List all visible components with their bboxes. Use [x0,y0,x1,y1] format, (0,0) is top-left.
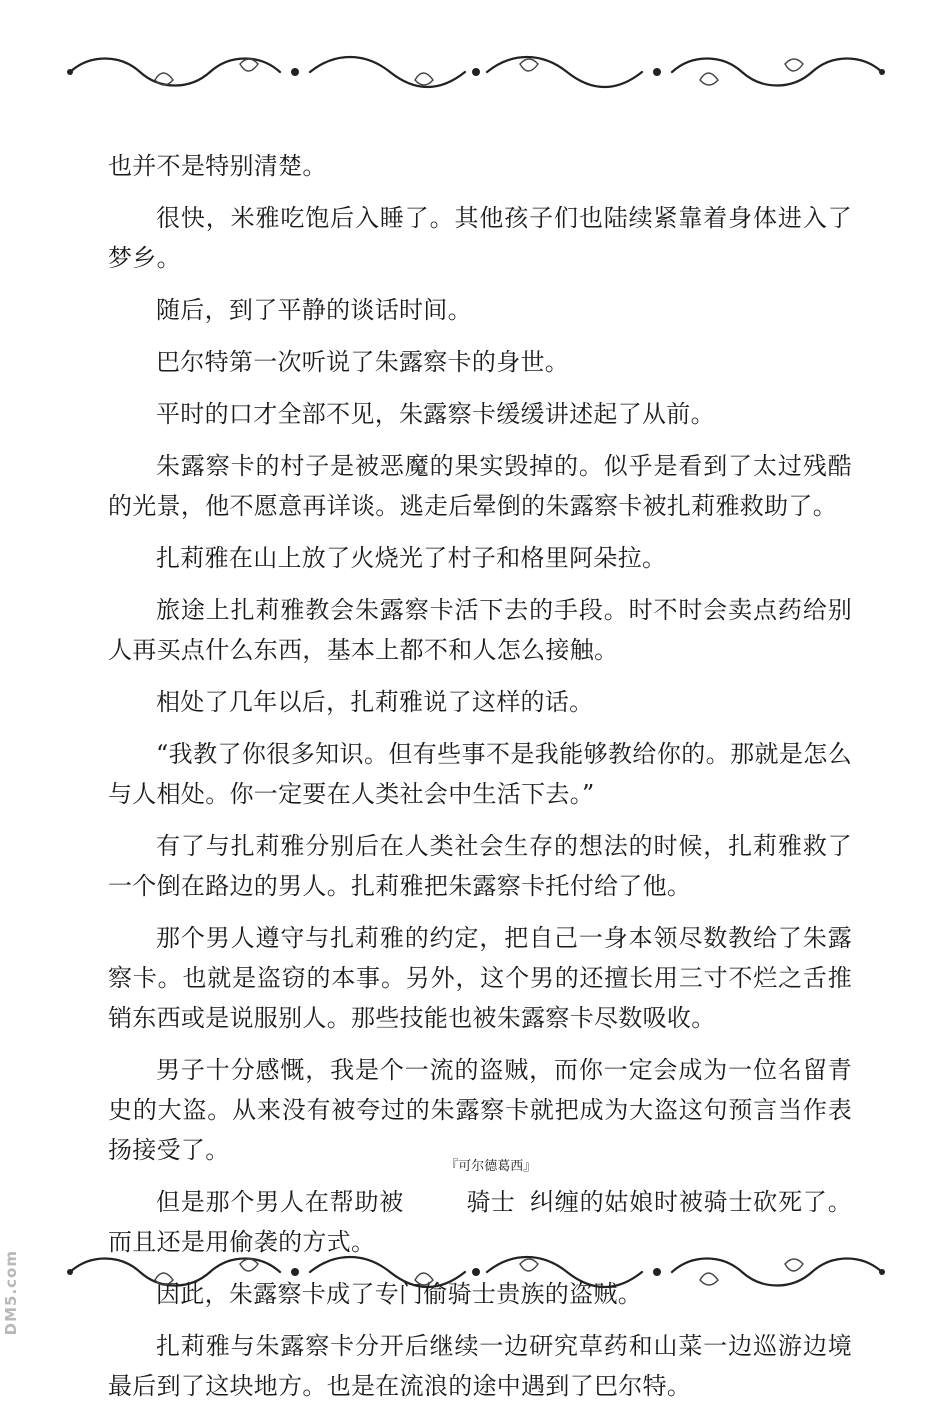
paragraph: 平时的口才全部不见，朱露察卡缓缓讲述起了从前。 [156,400,715,428]
paragraph: 巴尔特第一次听说了朱露察卡的身世。 [156,348,570,376]
paragraph: 相处了几年以后，扎莉雅说了这样的话。 [156,688,594,716]
paragraph: 随后，到了平静的谈话时间。 [156,296,472,324]
text-body [108,146,852,1418]
watermark-text: DM5.com [2,1250,20,1336]
paragraph: 那个男人遵守与扎莉雅的约定，把自己一身本领尽数教给了朱露察卡。也就是盗窃的本事。另外，这个男的还擅长用三寸不烂之舌推销东西或是说服别人。那些技能也被朱露察卡尽数吸收。 [108,924,852,1032]
paragraph: 男子十分感慨，我是个一流的盗贼，而你一定会成为一位名留青史的大盗。从来没有被夸过的朱露察卡就把成为大盗这句预言当作表扬接受了。 [108,1056,852,1164]
floral-border-top-icon [60,50,892,94]
ruby-annotation: 『可尔德葛西』 [445,1159,537,1174]
floral-border-bottom-icon [60,1250,892,1294]
ruby-base: 骑士 [466,1188,516,1216]
paragraph: 扎莉雅与朱露察卡分开后继续一边研究草药和山菜一边巡游边境最后到了这块地方。也是在流浪的途中遇到了巴尔特。 [108,1332,852,1400]
paragraph: 也并不是特别清楚。 [108,152,327,180]
ruby-after-text: 纠缠的姑娘时被骑士砍死了。而且还是用偷袭的方式。 [108,1188,852,1256]
paragraph: 很快，米雅吃饱后入睡了。其他孩子们也陆续紧靠着身体进入了梦乡。 [108,204,852,272]
watermark-logo [2,1250,36,1350]
paragraph: 有了与扎莉雅分别后在人类社会生存的想法的时候，扎莉雅救了一个倒在路边的男人。扎莉雅把朱露察卡托付给了他。 [108,832,852,900]
paragraph: 朱露察卡的村子是被恶魔的果实毁掉的。似乎是看到了太过残酷的光景，他不愿意再详谈。逃走后晕倒的朱露察卡被扎莉雅救助了。 [108,452,852,520]
ruby-before-text: 但是那个男人在帮助被 [156,1188,405,1216]
paragraph: “我教了你很多知识。但有些事不是我能够教给你的。那就是怎么与人相处。你一定要在人类社会中生活下去。” [108,740,852,808]
ruby-term [404,1159,537,1222]
paragraph: 旅途上扎莉雅教会朱露察卡活下去的手段。时不时会卖点药给别人再买点什么东西，基本上都不和人怎么接触。 [108,596,852,664]
paragraph: 扎莉雅在山上放了火烧光了村子和格里阿朵拉。 [156,544,667,572]
paragraph: 因此，朱露察卡成了专门偷骑士贵族的盗贼。 [156,1280,642,1308]
